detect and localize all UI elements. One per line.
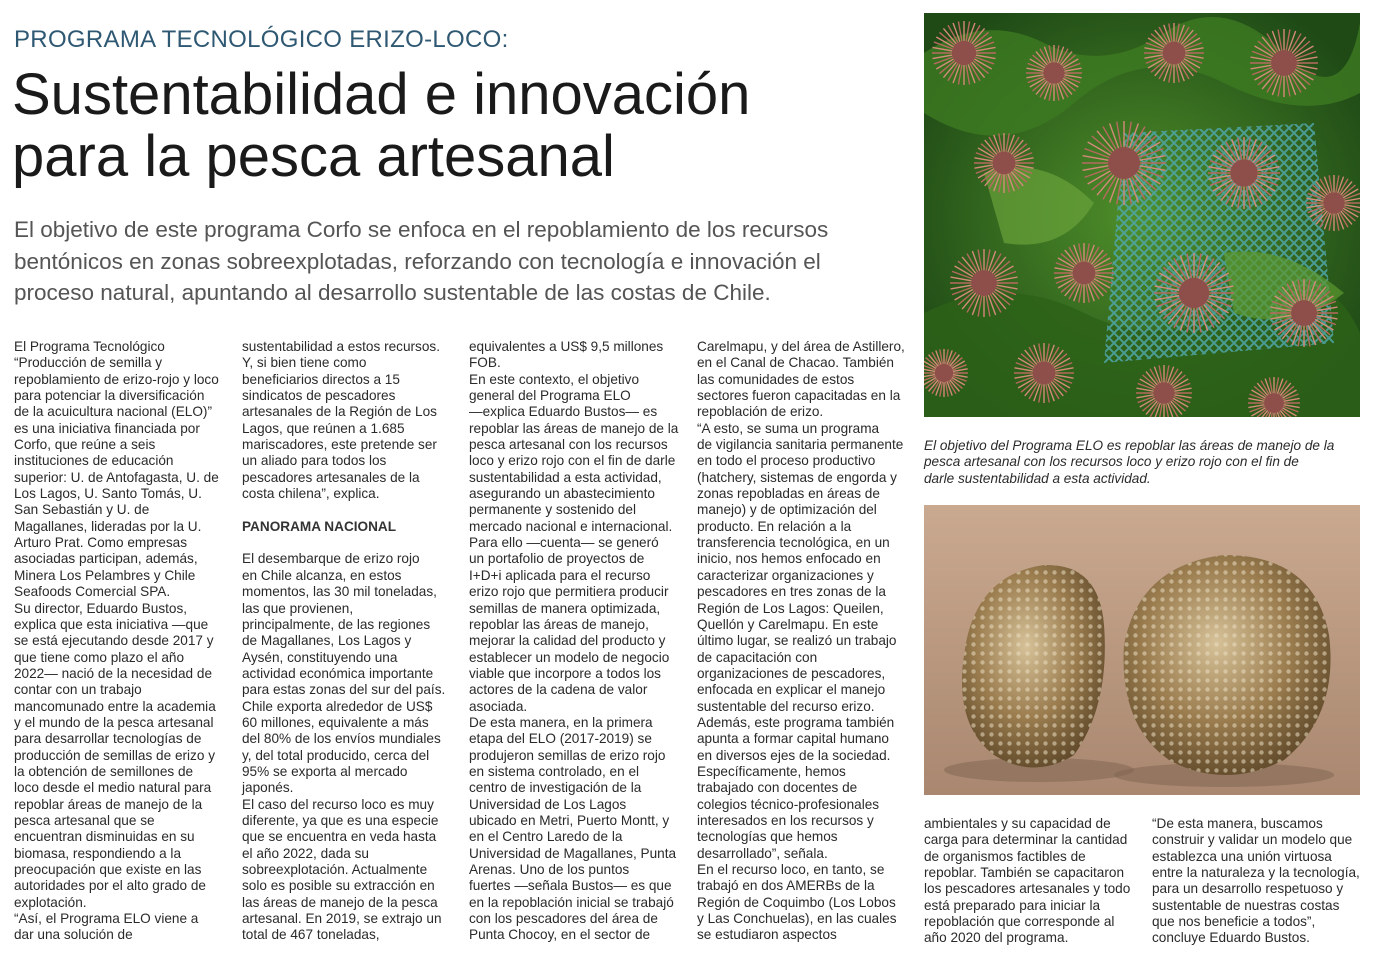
column-line: preocupación que existe en las	[14, 862, 202, 877]
column-line: Universidad de Los Lagos	[469, 796, 627, 812]
column-line: fuertes —señala Bustos— es que	[469, 878, 672, 894]
column-line: colegios técnico-profesionales	[697, 796, 880, 812]
column-line: centro de investigación de la	[469, 780, 642, 796]
article-column-3	[469, 339, 678, 944]
column-line: solo es posible su extracción en	[242, 878, 435, 894]
column-line: de organismos factibles de	[924, 848, 1086, 864]
column-line: ubicado en Metri, Puerto Montt, y	[469, 812, 670, 828]
column-line: De esta manera, en la primera	[469, 714, 653, 730]
column-line: se estudiaron aspectos	[697, 927, 837, 943]
column-line: Para ello —cuenta— se generó	[469, 535, 659, 551]
photo-caption	[924, 438, 1364, 487]
column-line: I+D+i aplicada para el recurso	[469, 567, 651, 583]
column-line: —explica Eduardo Bustos— es	[469, 404, 658, 420]
column-line: repoblar las áreas de manejo de la	[469, 420, 679, 436]
column-line: Quellón y Carelmapu. En este	[697, 616, 879, 632]
column-line: etapa del ELO (2017-2019) se	[469, 731, 652, 747]
column-line: principalmente, de las regiones	[242, 616, 431, 632]
column-line: sectores fueron capacitadas en la	[697, 388, 901, 404]
column-line: establecer un modelo de negocio	[469, 649, 670, 665]
column-line: FOB.	[469, 355, 501, 371]
article-lede	[14, 214, 904, 309]
column-line: Universidad de Magallanes, Punta	[469, 845, 677, 861]
column-line: “Producción de semilla y	[14, 355, 163, 371]
column-line: Región de Los Lagos: Queilen,	[697, 600, 884, 616]
column-line: caracterizar organizaciones y	[697, 567, 874, 583]
column-line: japonés.	[242, 780, 294, 796]
column-line: y, del total producido, cerca del	[242, 747, 430, 763]
column-line: artesanales de la Región de Los	[242, 404, 437, 420]
article-column-2	[242, 339, 445, 944]
column-line: las que provienen,	[242, 600, 354, 616]
column-line: Su director, Eduardo Bustos,	[14, 600, 188, 616]
column-line: Y, si bien tiene como	[242, 355, 367, 371]
column-line: de la acuicultura nacional (ELO)”	[14, 404, 212, 420]
column-line: en el Canal de Chacao. También	[697, 355, 894, 371]
loco-shells-illustration	[924, 505, 1360, 795]
column-line	[242, 535, 445, 551]
column-line: “A esto, se suma un programa	[697, 420, 880, 436]
column-line: Minera Los Pelambres y Chile	[14, 567, 196, 583]
column-line: Aysén, constituyendo una	[242, 649, 398, 665]
column-line: explotación.	[14, 894, 87, 910]
column-line: de Magallanes, Los Lagos y	[242, 633, 412, 649]
article-kicker: PROGRAMA TECNOLÓGICO ERIZO-LOCO:	[14, 26, 509, 53]
column-line: autoridades por el alto grado de	[14, 878, 206, 894]
column-line: Región de Coquimbo (Los Lobos	[697, 894, 896, 910]
column-line: diferente, ya que es una especie	[242, 812, 439, 828]
column-line	[242, 502, 445, 518]
column-line: es una iniciativa financiada por	[14, 420, 200, 436]
column-line: las comunidades de estos	[697, 371, 855, 387]
column-line: entre la naturaleza y la tecnología,	[1152, 865, 1360, 881]
column-line: que se encuentra en veda hasta	[242, 829, 437, 845]
article-column-5	[924, 816, 1130, 947]
column-line: Lagos, que reúnen a 1.685	[242, 420, 405, 436]
column-line: biomasa, respondiendo a la	[14, 845, 182, 861]
section-subhead: PANORAMA NACIONAL	[242, 518, 397, 534]
caption-line: El objetivo del Programa ELO es repoblar las áreas de manejo de la	[924, 438, 1335, 453]
column-line: en sistema controlado, en el	[469, 763, 640, 779]
column-line: un portafolio de proyectos de	[469, 551, 645, 567]
column-line: sustentable de nuestras costas	[1152, 897, 1340, 913]
column-line: en la repoblación inicial se trabajó	[469, 894, 674, 910]
column-line: pesca artesanal con los recursos	[469, 437, 668, 453]
column-line: actividad económica importante	[242, 665, 434, 681]
loco-shells-photo	[924, 505, 1360, 795]
column-line: El Programa Tecnológico	[14, 339, 165, 354]
column-line: concluye Eduardo Bustos.	[1152, 930, 1310, 946]
column-line: para estas zonas del sur del país.	[242, 682, 446, 698]
column-line: asociada.	[469, 698, 528, 714]
caption-line: darle sustentabilidad a esta actividad.	[924, 470, 1151, 486]
column-line: último lugar, se realizó un trabajo	[697, 633, 897, 649]
column-line: loco desde el medio natural para	[14, 780, 212, 796]
column-line: total de 467 toneladas,	[242, 927, 380, 943]
sea-urchin-illustration	[924, 13, 1360, 417]
column-line: carga para determinar la cantidad	[924, 832, 1128, 848]
column-line: mariscadores, este pretende ser	[242, 437, 437, 453]
column-line: desarrollado”, señala.	[697, 845, 828, 861]
column-line: repoblar áreas de manejo de la	[14, 796, 203, 812]
column-line: Arenas. Uno de los puntos	[469, 862, 630, 877]
column-line: Además, este programa también	[697, 714, 895, 730]
column-line: año 2020 del programa.	[924, 930, 1069, 946]
column-line: apunta a formar capital humano	[697, 731, 889, 747]
lede-line: proceso natural, apuntando al desarrollo sustentable de las costas de Chile.	[14, 280, 771, 305]
column-line: dar una solución de	[14, 927, 133, 943]
article-column-6	[1152, 816, 1360, 947]
column-line: pescadores en tres zonas de la	[697, 584, 886, 600]
column-line: (hatchery, sistemas de engorda y	[697, 469, 897, 485]
lede-line: El objetivo de este programa Corfo se enfoca en el repoblamiento de los recursos	[14, 217, 829, 242]
column-line: repoblar las áreas de manejo,	[469, 616, 649, 632]
column-line: permanente y sostenido del	[469, 502, 637, 518]
column-line: y Las Conchuelas), en las cuales	[697, 911, 897, 927]
column-line: Magallanes, lideradas por la U.	[14, 518, 202, 534]
column-line: produjeron semillas de erizo rojo	[469, 747, 666, 763]
headline-line: para la pesca artesanal	[12, 124, 615, 189]
column-line: sindicatos de pescadores	[242, 388, 396, 404]
column-line: de vigilancia sanitaria permanente	[697, 437, 904, 453]
column-line: sustentabilidad a estos recursos.	[242, 339, 440, 354]
column-line: contar con un trabajo	[14, 682, 142, 698]
column-line: para un desarrollo respetuoso y	[1152, 881, 1344, 897]
column-line: enfocada en explicar el manejo	[697, 682, 886, 698]
column-line: zonas repobladas en áreas de	[697, 486, 880, 502]
column-line: “De esta manera, buscamos	[1152, 816, 1323, 831]
column-line: que tiene como plazo el año	[14, 649, 185, 665]
column-line: y el mundo de la pesca artesanal	[14, 714, 214, 730]
column-line: Los Lagos, U. Santo Tomás, U.	[14, 486, 202, 502]
column-line: en diversos ejes de la sociedad.	[697, 747, 891, 763]
article-column-1	[14, 339, 219, 944]
column-line: con los pescadores del área de	[469, 911, 658, 927]
column-line: semillas de manera optimizada,	[469, 600, 661, 616]
column-line: artesanal. En 2019, se extrajo un	[242, 911, 442, 927]
column-line: Arturo Prat. Como empresas	[14, 535, 188, 551]
column-line: asegurando un abastecimiento	[469, 486, 655, 502]
column-line: construir y validar un modelo que	[1152, 832, 1353, 848]
column-line: repoblación que corresponde al	[924, 914, 1115, 930]
column-line: San Sebastián y U. de	[14, 502, 150, 518]
lede-line: bentónicos en zonas sobreexplotadas, reforzando con tecnología e innovación el	[14, 248, 821, 274]
column-line: Corfo, que reúne a seis	[14, 437, 156, 453]
column-line: trabajó en dos AMERBs de la	[697, 878, 875, 894]
column-line: para desarrollar tecnologías de	[14, 731, 202, 747]
column-line: mejorar la calidad del producto y	[469, 633, 666, 649]
sea-urchin-photo	[924, 13, 1360, 417]
article-headline	[12, 64, 912, 188]
column-line: beneficiarios directos a 15	[242, 371, 400, 387]
column-line: asociadas participan, además,	[14, 551, 198, 567]
column-line: Punta Chocoy, en el sector de	[469, 927, 651, 943]
column-line: sustentabilidad a esta actividad,	[469, 469, 662, 485]
column-line: manejo) y de optimización del	[697, 502, 877, 518]
column-line: producto. En relación a la	[697, 518, 852, 534]
column-line: establezca una unión virtuosa	[1152, 848, 1332, 864]
column-line: en todo el proceso productivo	[697, 453, 876, 469]
column-line: “Así, el Programa ELO viene a	[14, 911, 199, 927]
column-line: pesca artesanal que se	[14, 812, 155, 828]
column-line: superior: U. de Antofagasta, U. de	[14, 469, 219, 485]
column-line: repoblación de erizo.	[697, 404, 824, 420]
column-line: la obtención de semillones de	[14, 763, 194, 779]
column-line: trabajado con docentes de	[697, 780, 858, 796]
column-line: instituciones de educación	[14, 453, 174, 469]
column-line: las áreas de manejo de la pesca	[242, 894, 438, 910]
column-line: actores de la cadena de valor	[469, 682, 648, 698]
column-line: encuentran disminuidas en su	[14, 829, 195, 845]
column-line: En este contexto, el objetivo	[469, 371, 640, 387]
caption-line: pesca artesanal con los recursos loco y erizo rojo con el fin de	[924, 454, 1299, 470]
column-line: los pescadores artesanales y todo	[924, 881, 1131, 897]
column-line: Específicamente, hemos	[697, 763, 846, 779]
column-line: se está ejecutando desde 2017 y	[14, 633, 214, 649]
column-line: en el Centro Laredo de la	[469, 829, 623, 845]
headline-line: Sustentabilidad e innovación	[12, 62, 751, 127]
column-line: erizo rojo que permitiera producir	[469, 584, 669, 600]
column-line: Seafoods Comercial SPA.	[14, 584, 171, 600]
column-line: loco y erizo rojo con el fin de darle	[469, 453, 676, 469]
column-line: ambientales y su capacidad de	[924, 816, 1111, 831]
column-line: explica que esta iniciativa —que	[14, 616, 209, 632]
column-line: En el recurso loco, en tanto, se	[697, 862, 885, 877]
column-line: viable que incorpore a todos los	[469, 665, 661, 681]
column-line: El caso del recurso loco es muy	[242, 796, 434, 812]
column-line: 95% se exporta al mercado	[242, 763, 408, 779]
column-line: de capacitación con	[697, 649, 818, 665]
column-line: sobreexplotación. Actualmente	[242, 862, 428, 877]
column-line: repoblamiento de erizo-rojo y loco	[14, 371, 219, 387]
column-line: inicio, nos hemos enfocado en	[697, 551, 881, 567]
column-line: 2022— nació de la necesidad de	[14, 665, 213, 681]
column-line: mercado nacional e internacional.	[469, 518, 673, 534]
column-line: organizaciones de pescadores,	[697, 665, 886, 681]
column-line: Chile exporta alrededor de US$	[242, 698, 433, 714]
column-line: Carelmapu, y del área de Astillero,	[697, 339, 905, 354]
column-line: 60 millones, equivalente a más	[242, 714, 429, 730]
column-line: para potenciar la diversificación	[14, 388, 205, 404]
column-line: sustentable del recurso erizo.	[697, 698, 875, 714]
article-column-4	[697, 339, 905, 944]
column-line: el año 2022, dada su	[242, 845, 369, 861]
column-line: un aliado para todos los	[242, 453, 387, 469]
column-line: del 80% de los envíos mundiales	[242, 731, 441, 747]
column-line: en Chile alcanza, en estos	[242, 567, 402, 583]
column-line: pescadores artesanales de la	[242, 469, 420, 485]
column-line: costa chilena”, explica.	[242, 486, 380, 502]
column-line: que nos beneficie a todos”,	[1152, 914, 1316, 930]
column-line: general del Programa ELO	[469, 388, 631, 404]
column-line: está preparado para iniciar la	[924, 897, 1101, 913]
column-line: producción de semillas de erizo y	[14, 747, 215, 763]
column-line: repoblar. También se capacitaron	[924, 865, 1125, 881]
column-line: equivalentes a US$ 9,5 millones	[469, 339, 664, 354]
column-line: momentos, las 30 mil toneladas,	[242, 584, 437, 600]
column-line: mancomunado entre la academia	[14, 698, 216, 714]
column-line: interesados en los recursos y	[697, 812, 874, 828]
column-line: transferencia tecnológica, en un	[697, 535, 890, 551]
column-line: tecnologías que hemos	[697, 829, 838, 845]
column-line: El desembarque de erizo rojo	[242, 551, 420, 567]
